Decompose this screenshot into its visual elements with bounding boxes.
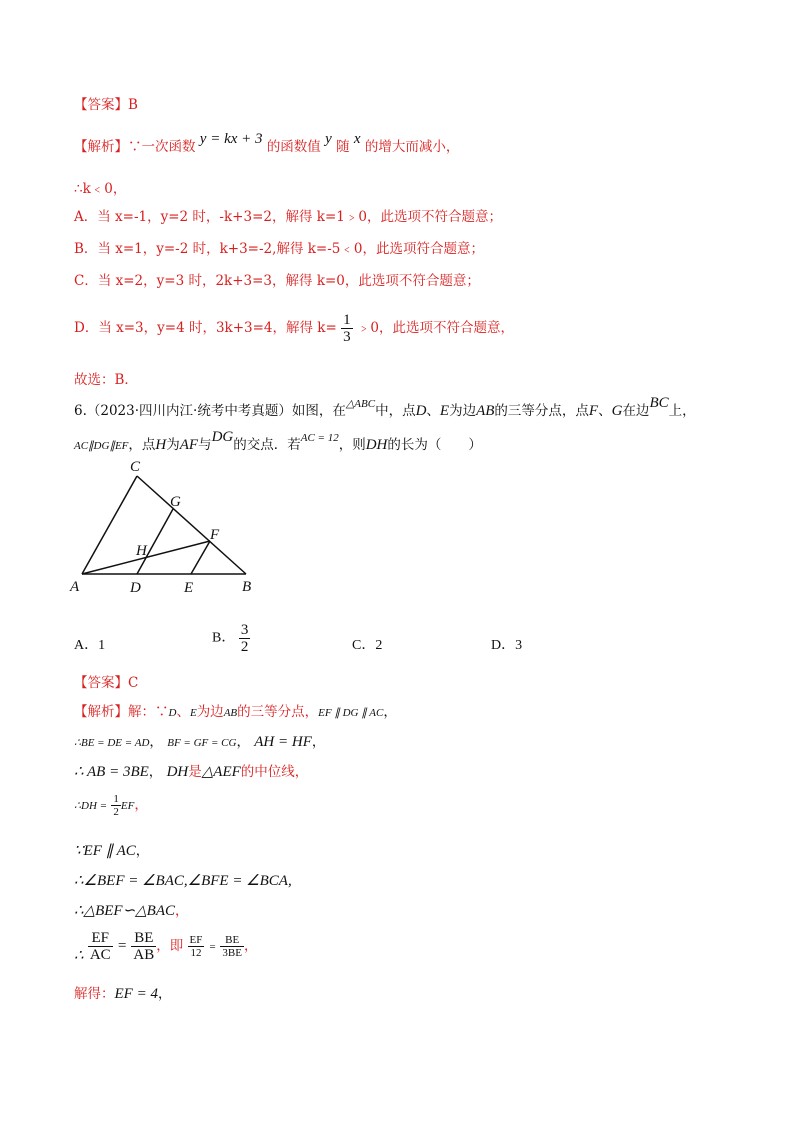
- solution-text: ，即: [156, 938, 184, 954]
- q5-option-c: C．当 x=2，y=3 时，2k+3=3，解得 k=0，此选项不符合题意；: [74, 273, 480, 289]
- q6-solution-line9: [74, 985, 171, 1003]
- label-d: D: [130, 580, 141, 596]
- solution-text: 为边: [196, 704, 224, 720]
- point-g: G: [611, 403, 623, 419]
- solution-text: 解：∵: [128, 704, 169, 720]
- segment-af: AF: [179, 437, 199, 453]
- stem-text: 中，点: [375, 403, 416, 419]
- q5-analysis-line1: [74, 131, 460, 156]
- stem-text: 上，: [668, 403, 696, 419]
- ef-result: EF = 4: [114, 986, 158, 1002]
- analysis-label: 【解析】: [74, 139, 128, 155]
- q5-option-b: B．当 x=1，y=-2 时，k+3=-2,解得 k=-5﹤0，此选项符合题意；: [74, 241, 484, 257]
- q5-line2: ∴k﹤0，: [74, 181, 127, 197]
- label-b: B: [242, 579, 252, 595]
- solution-text: ，: [157, 986, 172, 1002]
- point-e: E: [439, 403, 450, 419]
- label-g: G: [170, 494, 181, 510]
- point-d: D: [168, 707, 177, 719]
- segment-ab: AB: [476, 403, 495, 419]
- q6-stem-line2: [74, 429, 482, 455]
- stem-text: 为: [166, 437, 180, 453]
- analysis-label: 【解析】: [74, 704, 128, 720]
- parallel-statement: ∵EF ∥ AC: [74, 843, 136, 859]
- solution-text: ，: [149, 734, 163, 750]
- q5-answer: [74, 96, 138, 114]
- solution-text: 的三等分点，: [237, 704, 319, 720]
- variable-y: y: [325, 131, 332, 147]
- parallel-statement: EF ∥ DG ∥ AC: [318, 707, 384, 719]
- stem-text: 为边: [449, 403, 477, 419]
- stem-text: 与: [198, 437, 212, 453]
- parallel-statement: AC∥DG∥EF: [74, 440, 129, 452]
- triangle-abc: △ABC: [345, 398, 376, 410]
- segment-dg: DG: [211, 429, 234, 445]
- segment-dh: DH: [166, 764, 189, 780]
- answer-label: 【答案】: [74, 675, 128, 691]
- solution-text: 的中位线，: [240, 764, 309, 780]
- fraction-be-3be: $\frac{BE}{3BE}$: [222, 934, 242, 959]
- answer-value: C: [128, 675, 139, 691]
- side-ac: [82, 476, 137, 574]
- choice-d: D．3: [491, 638, 523, 653]
- analysis-text: ∵一次函数: [128, 139, 196, 155]
- solution-text: ，: [311, 734, 326, 750]
- equal-segments: BF = GF = CG: [167, 737, 237, 749]
- solution-text: ，: [383, 704, 397, 720]
- triangle-aef: △AEF: [201, 764, 241, 780]
- equal-segments: AH = HF: [254, 734, 312, 750]
- stem-text: ，点: [128, 437, 156, 453]
- solution-text: ，: [175, 903, 189, 919]
- q5-option-d: [74, 312, 514, 345]
- choice-b-label: B．: [212, 630, 236, 646]
- dh-relation: ∴DH =: [74, 800, 108, 812]
- stem-text: 的交点．若: [233, 437, 301, 453]
- stem-text: 6.（2023·四川内江·统考中考真题）如图，在: [74, 403, 346, 419]
- segment-bc: BC: [649, 395, 669, 411]
- equation: y = kx + 3: [199, 131, 263, 147]
- stem-text: 的三等分点，点: [494, 403, 589, 419]
- fraction-one-half: $\frac{1}{2}$: [113, 793, 119, 818]
- therefore-symbol: ∴: [74, 948, 84, 964]
- point-f: F: [588, 403, 599, 419]
- segment-ef: EF: [120, 800, 135, 812]
- segment-ab: AB: [223, 707, 238, 719]
- solution-text: 、: [176, 704, 190, 720]
- q6-solution-line7: [74, 902, 189, 920]
- fraction-ef-ac: $\frac{EF}{AC}$: [89, 930, 111, 963]
- analysis-text: 的函数值: [266, 139, 321, 155]
- label-e: E: [184, 580, 194, 596]
- equals-sign: =: [116, 938, 128, 954]
- triangle-figure: [60, 455, 280, 600]
- similar-triangles: ∴△BEF∽△BAC: [74, 903, 176, 919]
- solution-text: 是: [188, 764, 202, 780]
- q6-solution-line3: [74, 763, 308, 781]
- solution-text: ，: [243, 938, 258, 954]
- q6-solution-line5: [74, 842, 149, 860]
- solution-text: ，: [148, 764, 163, 780]
- answer-value: B: [128, 97, 138, 113]
- solution-text: 解得：: [74, 986, 115, 1002]
- q6-solution-line2: [74, 733, 325, 752]
- choice-b: [212, 622, 250, 655]
- equal-segments: ∴BE = DE = AD: [74, 737, 150, 749]
- solution-text: ，: [236, 734, 250, 750]
- given-ac: AC = 12: [300, 432, 339, 444]
- stem-text: 、: [598, 403, 612, 419]
- segment-dg: [137, 509, 173, 574]
- q6-stem-line1: [74, 395, 696, 421]
- option-d-text: D．当 x=3，y=4 时，3k+3=4，解得 k=: [74, 320, 337, 336]
- stem-text: 、: [426, 403, 440, 419]
- q6-solution-line8: [74, 930, 257, 963]
- q6-solution-line1: [74, 703, 397, 722]
- fraction-be-ab: $\frac{BE}{AB}$: [133, 930, 155, 963]
- stem-text: 在边: [622, 403, 650, 419]
- ab-relation: ∴ AB = 3BE: [74, 764, 149, 780]
- option-d-text: ﹥0，此选项不符合题意，: [356, 320, 514, 336]
- analysis-text: 随: [336, 139, 350, 155]
- segment-dh: DH: [365, 437, 388, 453]
- q5-conclusion: 故选：B．: [74, 372, 138, 388]
- analysis-text: 的增大而减小，: [364, 139, 460, 155]
- fraction-one-third: $\frac{1}{3}$: [343, 312, 351, 345]
- label-h: H: [136, 543, 147, 559]
- fraction-ef-12: $\frac{EF}{12}$: [189, 934, 203, 959]
- stem-text: 的长为（ ）: [387, 437, 482, 453]
- solution-text: ，: [134, 797, 148, 813]
- q6-solution-line4: [74, 793, 148, 818]
- choice-c: C．2: [352, 638, 383, 653]
- answer-label: 【答案】: [74, 97, 128, 113]
- fraction-three-halves: $\frac{3}{2}$: [240, 622, 249, 655]
- label-c: C: [130, 459, 141, 475]
- q6-solution-line6: ∴∠BEF = ∠BAC,∠BFE = ∠BCA,: [74, 873, 292, 889]
- label-f: F: [210, 527, 220, 543]
- equals-sign: =: [208, 941, 217, 953]
- label-a: A: [70, 579, 80, 595]
- solution-text: ，: [135, 843, 150, 859]
- point-e: E: [189, 707, 197, 719]
- variable-x: x: [353, 131, 361, 147]
- choice-a: A．1: [74, 638, 106, 653]
- side-bc: [137, 476, 246, 574]
- q5-option-a: A．当 x=-1，y=2 时，-k+3=2，解得 k=1﹥0，此选项不符合题意；: [74, 209, 502, 225]
- q6-answer: [74, 674, 138, 692]
- point-h: H: [155, 437, 167, 453]
- point-d: D: [415, 403, 427, 419]
- stem-text: ，则: [338, 437, 366, 453]
- segment-ef: [191, 541, 210, 574]
